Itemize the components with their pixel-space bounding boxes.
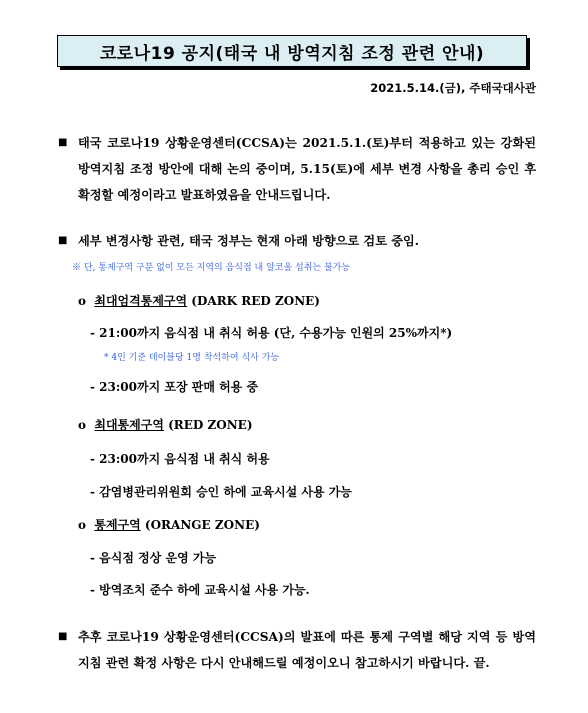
alcohol-note: ※ 단, 통제구역 구분 없이 모든 지역의 음식점 내 알코올 섭취는 불가능 bbox=[72, 263, 351, 273]
dash-icon: - bbox=[90, 380, 95, 394]
square-bullet-icon: ■ bbox=[58, 137, 68, 148]
paragraph-review-text: 세부 변경사항 관련, 태국 정부는 현재 아래 방향으로 검토 중임. bbox=[78, 234, 420, 248]
dash-icon: - bbox=[90, 485, 95, 499]
zone-dark-red-item-2 bbox=[90, 378, 258, 395]
paragraph-review bbox=[58, 228, 536, 254]
seating-note: * 4인 기준 테이블당 1명 착석하여 식사 가능 bbox=[104, 353, 280, 363]
notice-title bbox=[57, 35, 527, 67]
zone-item-text: 방역조치 준수 하에 교육시설 사용 가능. bbox=[99, 583, 310, 597]
zone-orange-item-2 bbox=[90, 581, 310, 598]
zone-orange-item-1 bbox=[90, 549, 216, 566]
zone-red-item-1 bbox=[90, 450, 270, 467]
paragraph-followup-text: 추후 코로나19 상황운영센터(CCSA)의 발표에 따른 통제 구역별 해당 지역 등 방역지침 관련 확정 사항은 다시 안내해드릴 예정이오니 참고하시기 바랍니다. 끝. bbox=[78, 630, 536, 670]
dash-icon: - bbox=[90, 551, 95, 565]
zone-orange-heading bbox=[78, 516, 260, 533]
paragraph-followup bbox=[58, 624, 536, 676]
zone-item-text: 21:00까지 음식점 내 취식 허용 (단, 수용가능 인원의 25%까지*) bbox=[99, 326, 453, 340]
circle-bullet-icon: o bbox=[78, 418, 87, 432]
zone-name: 최대통제구역 bbox=[94, 418, 164, 432]
zone-item-text: 감염병관리위원회 승인 하에 교육시설 사용 가능 bbox=[99, 485, 352, 499]
zone-dark-red-item-1 bbox=[90, 324, 452, 341]
paragraph-announcement-text: 태국 코로나19 상황운영센터(CCSA)는 2021.5.1.(토)부터 적용하고 있는 강화된 방역지침 조정 방안에 대해 논의 중이며, 5.15(토)에 세부 변경 사항을 총리 승인 후 확정할 예정이라고 발표하였음을 안내드립니다. bbox=[78, 136, 536, 202]
zone-dark-red-heading bbox=[78, 292, 320, 309]
zone-red-heading bbox=[78, 416, 253, 433]
zone-name: 통제구역 bbox=[94, 518, 141, 532]
square-bullet-icon: ■ bbox=[58, 631, 68, 642]
zone-name: 최대엄격통제구역 bbox=[94, 294, 188, 308]
zone-item-text: 음식점 정상 운영 가능 bbox=[99, 551, 217, 565]
zone-item-text: 23:00까지 포장 판매 허용 중 bbox=[99, 380, 259, 394]
paragraph-announcement bbox=[58, 130, 536, 208]
zone-suffix: (DARK RED ZONE) bbox=[187, 294, 320, 308]
zone-suffix: (ORANGE ZONE) bbox=[140, 518, 260, 532]
notice-date: 2021.5.14.(금), 주태국대사관 bbox=[370, 81, 536, 95]
notice-title-text: 코로나19 공지(태국 내 방역지침 조정 관련 안내) bbox=[99, 43, 485, 64]
circle-bullet-icon: o bbox=[78, 518, 87, 532]
circle-bullet-icon: o bbox=[78, 294, 87, 308]
dash-icon: - bbox=[90, 326, 95, 340]
dash-icon: - bbox=[90, 583, 95, 597]
zone-item-text: 23:00까지 음식점 내 취식 허용 bbox=[99, 452, 270, 466]
square-bullet-icon: ■ bbox=[58, 235, 68, 246]
dash-icon: - bbox=[90, 452, 95, 466]
zone-red-item-2 bbox=[90, 483, 352, 500]
zone-suffix: (RED ZONE) bbox=[163, 418, 253, 432]
